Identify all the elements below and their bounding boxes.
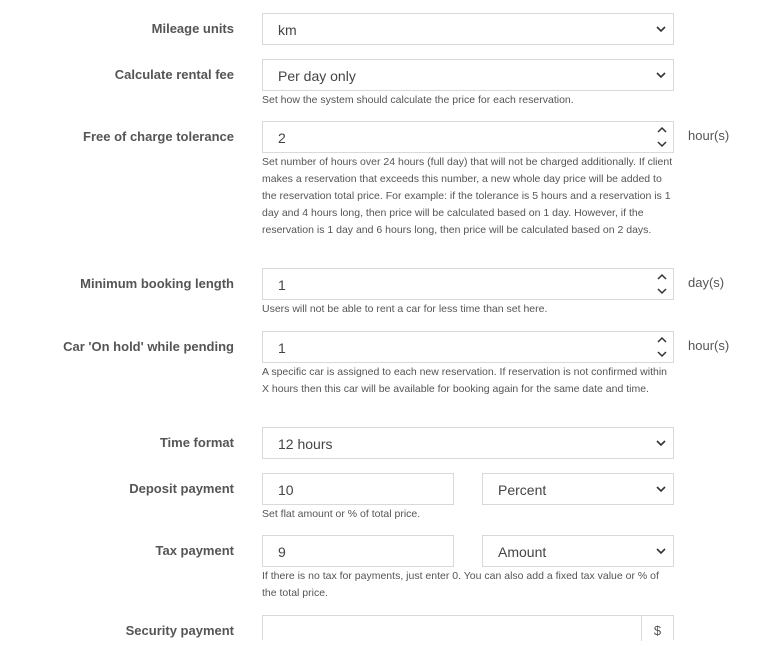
deposit-payment-help: Set flat amount or % of total price. <box>262 508 421 520</box>
number-spinner[interactable] <box>651 269 673 299</box>
chevron-up-icon[interactable] <box>656 272 668 282</box>
chevron-down-icon[interactable] <box>656 286 668 296</box>
calculate-rental-fee-label: Calculate rental fee <box>114 67 234 82</box>
minimum-booking-length-label: Minimum booking length <box>80 276 234 291</box>
deposit-payment-type-value: Percent <box>498 482 547 498</box>
calculate-rental-fee-value: Per day only <box>278 68 356 84</box>
calculate-rental-fee-help: Set how the system should calculate the price for each reservation. <box>262 94 574 106</box>
free-of-charge-tolerance-value: 2 <box>278 130 286 146</box>
tax-payment-input[interactable] <box>262 535 454 567</box>
car-on-hold-unit: hour(s) <box>688 338 730 353</box>
chevron-down-icon <box>655 23 667 35</box>
chevron-up-icon[interactable] <box>656 335 668 345</box>
minimum-booking-length-value: 1 <box>278 277 286 293</box>
time-format-label: Time format <box>159 435 234 450</box>
free-of-charge-tolerance-label: Free of charge tolerance <box>83 129 234 144</box>
chevron-down-icon[interactable] <box>656 349 668 359</box>
free-of-charge-tolerance-unit: hour(s) <box>688 128 730 143</box>
chevron-down-icon <box>655 545 667 557</box>
deposit-payment-type-select[interactable] <box>482 473 674 505</box>
deposit-payment-label: Deposit payment <box>129 481 234 496</box>
tax-payment-type-value: Amount <box>498 544 547 560</box>
number-spinner[interactable] <box>651 332 673 362</box>
car-on-hold-label: Car 'On hold' while pending <box>63 339 234 354</box>
mileage-units-label: Mileage units <box>151 21 234 36</box>
currency-addon: $ <box>641 616 673 641</box>
tax-payment-type-select[interactable] <box>482 535 674 567</box>
minimum-booking-length-help: Users will not be able to rent a car for less time than set here. <box>262 303 548 315</box>
deposit-payment-value: 10 <box>278 482 294 498</box>
chevron-up-icon[interactable] <box>656 125 668 135</box>
number-spinner[interactable] <box>651 122 673 152</box>
free-of-charge-tolerance-input[interactable] <box>262 121 674 153</box>
tax-payment-label: Tax payment <box>155 543 234 558</box>
free-of-charge-tolerance-help: Set number of hours over 24 hours (full day) that will not be charged additionally. If client makes a reservation that exceeds this number, a new whole day price will be added to the reservation total price. For example: if the tolerance is 5 hours and a reservation is 1 day and 4 hours long, then price will be calculated based on 1 day. However, if the reservation is 1 day and 6 hours long, then price will be calculated based on 2 days. <box>262 156 673 236</box>
tax-payment-value: 9 <box>278 544 286 560</box>
security-payment-label: Security payment <box>125 623 234 638</box>
mileage-units-value: km <box>278 22 297 38</box>
tax-payment-help: If there is no tax for payments, just enter 0. You can also add a fixed tax value or % of the total price. <box>262 570 659 599</box>
minimum-booking-length-input[interactable] <box>262 268 674 300</box>
chevron-down-icon[interactable] <box>656 139 668 149</box>
time-format-select[interactable] <box>262 427 674 459</box>
chevron-down-icon <box>655 483 667 495</box>
mileage-units-select[interactable] <box>262 13 674 45</box>
calculate-rental-fee-select[interactable] <box>262 59 674 91</box>
chevron-down-icon <box>655 437 667 449</box>
minimum-booking-length-unit: day(s) <box>688 275 725 290</box>
car-on-hold-help: A specific car is assigned to each new reservation. If reservation is not confirmed within X hours then this car will be available for booking again for the same date and time. <box>262 366 668 395</box>
time-format-value: 12 hours <box>278 436 333 452</box>
car-on-hold-value: 1 <box>278 340 286 356</box>
deposit-payment-input[interactable] <box>262 473 454 505</box>
security-payment-input[interactable] <box>262 615 674 640</box>
chevron-down-icon <box>655 69 667 81</box>
car-on-hold-input[interactable] <box>262 331 674 363</box>
